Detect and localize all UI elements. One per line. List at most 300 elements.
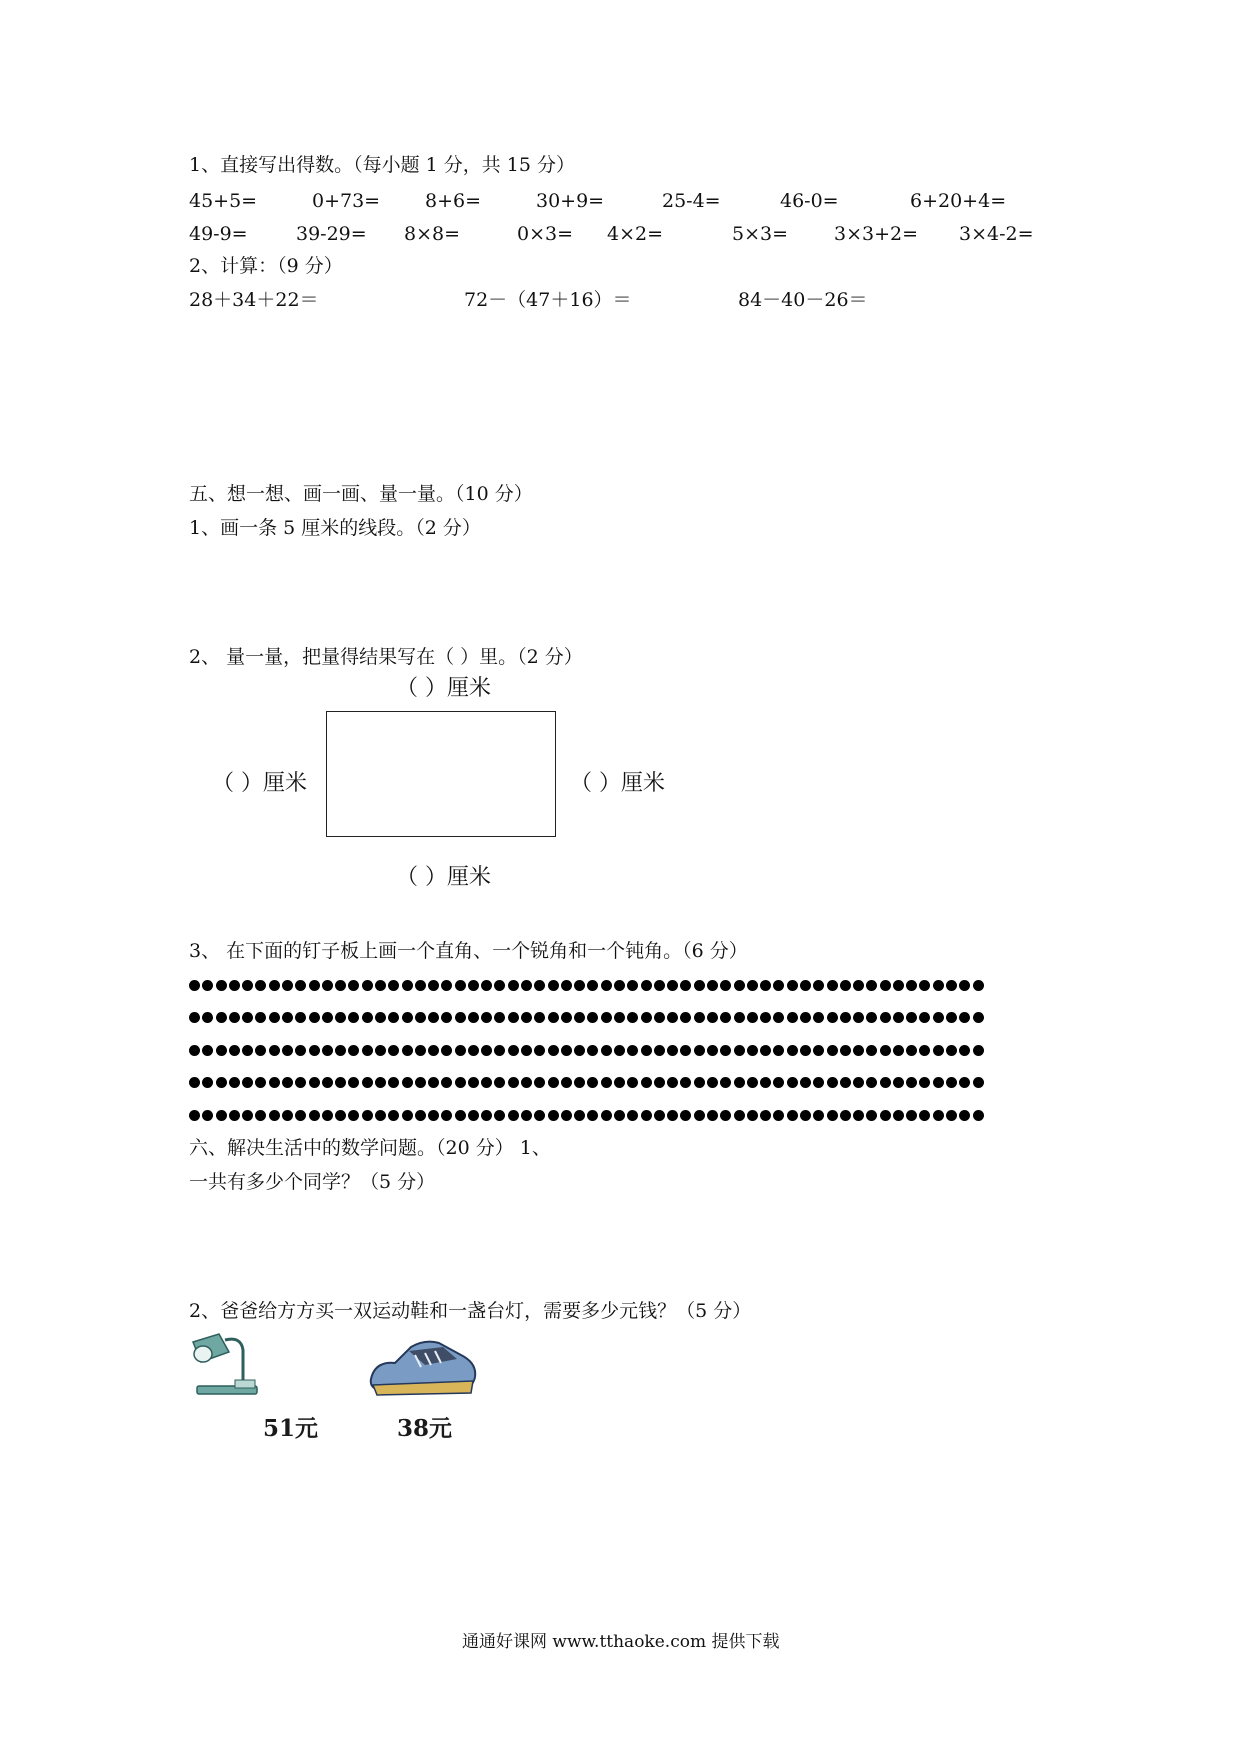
peg-dot (760, 1012, 771, 1023)
peg-dot (893, 1012, 904, 1023)
peg-dot (295, 1012, 306, 1023)
peg-dot (548, 980, 559, 991)
peg-dot (189, 980, 200, 991)
peg-dot (787, 1110, 798, 1121)
peg-dot (853, 1045, 864, 1056)
section-5-question-2: 2、 量一量，把量得结果写在（ ）里。（2 分） (189, 646, 583, 668)
peg-dot (388, 1045, 399, 1056)
peg-dot (800, 1012, 811, 1023)
peg-dot (269, 1012, 280, 1023)
peg-dot (322, 1045, 333, 1056)
peg-dot (269, 1077, 280, 1088)
peg-dot (601, 1110, 612, 1121)
peg-dot (747, 1077, 758, 1088)
peg-dot (534, 980, 545, 991)
peg-dot (587, 1110, 598, 1121)
peg-dot (587, 1012, 598, 1023)
peg-dot (428, 1045, 439, 1056)
peg-dot (309, 1110, 320, 1121)
problem: 0×3= (517, 223, 574, 245)
peg-dot (521, 980, 532, 991)
peg-dot (574, 1012, 585, 1023)
peg-dot (282, 1012, 293, 1023)
peg-dot (959, 1012, 970, 1023)
peg-dot (548, 1110, 559, 1121)
peg-dot (375, 1045, 386, 1056)
section-5-title: 五、想一想、画一画、量一量。（10 分） (189, 483, 533, 505)
peg-dot (468, 980, 479, 991)
section-6-question-1: 一共有多少个同学？（5 分） (189, 1171, 436, 1193)
peg-dot (880, 980, 891, 991)
peg-dot (853, 1077, 864, 1088)
peg-dot (813, 980, 824, 991)
peg-dot (880, 1110, 891, 1121)
peg-dot (348, 1110, 359, 1121)
peg-dot (720, 1077, 731, 1088)
peg-dot (919, 1045, 930, 1056)
peg-dot (760, 1077, 771, 1088)
peg-dot (827, 1110, 838, 1121)
peg-dot (667, 1045, 678, 1056)
peg-dot (680, 1045, 691, 1056)
peg-dot (229, 980, 240, 991)
peg-dot (667, 1077, 678, 1088)
peg-dot (946, 1012, 957, 1023)
peg-dot (813, 1012, 824, 1023)
peg-dot (494, 1077, 505, 1088)
peg-dot (813, 1110, 824, 1121)
peg-dot (773, 1077, 784, 1088)
peg-dot (402, 1045, 413, 1056)
peg-dot (242, 1045, 253, 1056)
section-6-title: 六、解决生活中的数学问题。（20 分） 1、 (189, 1137, 551, 1159)
peg-dot (441, 980, 452, 991)
peg-dot (282, 1077, 293, 1088)
peg-dot (388, 1012, 399, 1023)
peg-dot (335, 1077, 346, 1088)
problem: 0+73= (312, 190, 381, 212)
peg-dot (601, 1045, 612, 1056)
peg-dot (402, 1077, 413, 1088)
peg-dot (534, 1077, 545, 1088)
peg-dot (561, 1110, 572, 1121)
problem: 3×3+2= (834, 223, 919, 245)
peg-dot (428, 980, 439, 991)
peg-dot (906, 1110, 917, 1121)
peg-dot (322, 1012, 333, 1023)
peg-dot (919, 980, 930, 991)
peg-dot (534, 1012, 545, 1023)
peg-dot (720, 1012, 731, 1023)
peg-dot (481, 1077, 492, 1088)
peg-dot (973, 1045, 984, 1056)
peg-dot (282, 1110, 293, 1121)
peg-dot (322, 1110, 333, 1121)
peg-dot (216, 1012, 227, 1023)
peg-dot (614, 980, 625, 991)
peg-dot (348, 1012, 359, 1023)
peg-dot (747, 1110, 758, 1121)
peg-dot (362, 980, 373, 991)
peg-dot (973, 1110, 984, 1121)
peg-dot (216, 1077, 227, 1088)
peg-dot (827, 980, 838, 991)
problem: 49-9= (189, 223, 248, 245)
peg-row (189, 1076, 984, 1090)
peg-dot (773, 980, 784, 991)
question-1-title: 1、直接写出得数。（每小题 1 分，共 15 分） (189, 154, 576, 176)
peg-dot (933, 980, 944, 991)
peg-dot (309, 1077, 320, 1088)
peg-dot (853, 1110, 864, 1121)
peg-dot (641, 1077, 652, 1088)
peg-dot (348, 1045, 359, 1056)
peg-dot (229, 1045, 240, 1056)
peg-dot (773, 1110, 784, 1121)
peg-dot (827, 1012, 838, 1023)
peg-dot (680, 1012, 691, 1023)
calc-problem: 28＋34＋22＝ (189, 289, 319, 311)
peg-dot (587, 980, 598, 991)
peg-dot (348, 1077, 359, 1088)
shoe-price: 38元 (397, 1415, 453, 1442)
problem: 8+6= (425, 190, 482, 212)
peg-dot (428, 1110, 439, 1121)
peg-dot (189, 1045, 200, 1056)
section-6-question-2: 2、爸爸给方方买一双运动鞋和一盏台灯，需要多少元钱？（5 分） (189, 1300, 752, 1322)
peg-dot (574, 1045, 585, 1056)
measure-rectangle (326, 711, 556, 837)
problem: 46-0= (780, 190, 839, 212)
peg-dot (242, 1012, 253, 1023)
peg-dot (866, 1077, 877, 1088)
left-length-label: （ ）厘米 (212, 771, 307, 796)
peg-dot (893, 980, 904, 991)
peg-dot (601, 980, 612, 991)
peg-dot (707, 1077, 718, 1088)
peg-dot (667, 1012, 678, 1023)
peg-dot (202, 1045, 213, 1056)
peg-dot (760, 1110, 771, 1121)
peg-dot (255, 1110, 266, 1121)
peg-dot (295, 1045, 306, 1056)
peg-dot (189, 1012, 200, 1023)
peg-dot (428, 1077, 439, 1088)
peg-dot (309, 1045, 320, 1056)
peg-dot (481, 980, 492, 991)
peg-dot (734, 1077, 745, 1088)
peg-dot (587, 1045, 598, 1056)
peg-dot (734, 980, 745, 991)
peg-dot (508, 1012, 519, 1023)
peg-dot (282, 980, 293, 991)
peg-dot (654, 980, 665, 991)
peg-dot (189, 1110, 200, 1121)
peg-dot (641, 980, 652, 991)
peg-dot (919, 1012, 930, 1023)
peg-dot (242, 980, 253, 991)
peg-dot (309, 1012, 320, 1023)
peg-dot (813, 1045, 824, 1056)
peg-dot (402, 1012, 413, 1023)
peg-dot (707, 1045, 718, 1056)
peg-dot (441, 1077, 452, 1088)
peg-dot (335, 980, 346, 991)
peg-dot (627, 1110, 638, 1121)
peg-dot (946, 1110, 957, 1121)
peg-dot (946, 1045, 957, 1056)
question-2-title: 2、计算：（9 分） (189, 255, 343, 277)
peg-dot (455, 1012, 466, 1023)
peg-dot (720, 1045, 731, 1056)
peg-dot (840, 1045, 851, 1056)
peg-dot (813, 1077, 824, 1088)
peg-dot (973, 980, 984, 991)
problem: 25-4= (662, 190, 721, 212)
peg-dot (561, 980, 572, 991)
peg-dot (601, 1077, 612, 1088)
peg-dot (747, 980, 758, 991)
peg-dot (973, 1077, 984, 1088)
peg-dot (800, 980, 811, 991)
peg-dot (468, 1012, 479, 1023)
peg-dot (295, 1077, 306, 1088)
peg-dot (667, 980, 678, 991)
peg-dot (866, 980, 877, 991)
peg-dot (574, 980, 585, 991)
peg-dot (641, 1012, 652, 1023)
peg-dot (548, 1012, 559, 1023)
peg-dot (880, 1045, 891, 1056)
peg-dot (415, 1045, 426, 1056)
peg-dot (202, 1077, 213, 1088)
peg-dot (322, 1077, 333, 1088)
peg-dot (468, 1045, 479, 1056)
peg-dot (800, 1077, 811, 1088)
peg-dot (734, 1012, 745, 1023)
peg-dot (561, 1045, 572, 1056)
peg-dot (946, 1077, 957, 1088)
peg-dot (202, 1012, 213, 1023)
peg-dot (508, 1110, 519, 1121)
peg-row (189, 1011, 984, 1025)
peg-dot (627, 1077, 638, 1088)
peg-dot (521, 1012, 532, 1023)
peg-dot (919, 1077, 930, 1088)
peg-dot (362, 1012, 373, 1023)
peg-dot (614, 1077, 625, 1088)
bottom-length-label: （ ）厘米 (396, 865, 491, 890)
problem: 8×8= (404, 223, 461, 245)
peg-dot (946, 980, 957, 991)
right-length-label: （ ）厘米 (570, 771, 665, 796)
peg-dot (375, 1077, 386, 1088)
peg-dot (654, 1110, 665, 1121)
peg-dot (282, 1045, 293, 1056)
peg-dot (548, 1077, 559, 1088)
peg-dot (760, 980, 771, 991)
peg-dot (494, 980, 505, 991)
peg-dot (388, 1110, 399, 1121)
peg-dot (521, 1110, 532, 1121)
peg-dot (189, 1077, 200, 1088)
peg-dot (866, 1012, 877, 1023)
peg-dot (269, 980, 280, 991)
peg-dot (455, 980, 466, 991)
peg-dot (641, 1045, 652, 1056)
peg-dot (508, 1077, 519, 1088)
peg-dot (707, 980, 718, 991)
peg-dot (362, 1045, 373, 1056)
peg-dot (614, 1045, 625, 1056)
peg-dot (959, 980, 970, 991)
peg-dot (269, 1045, 280, 1056)
peg-dot (255, 1012, 266, 1023)
problem: 4×2= (607, 223, 664, 245)
peg-dot (441, 1110, 452, 1121)
peg-dot (481, 1012, 492, 1023)
peg-dot (375, 1110, 386, 1121)
top-length-label: （ ）厘米 (396, 676, 491, 701)
peg-row (189, 1108, 984, 1122)
peg-dot (561, 1012, 572, 1023)
peg-dot (654, 1012, 665, 1023)
peg-dot (348, 980, 359, 991)
peg-dot (255, 1077, 266, 1088)
peg-dot (388, 1077, 399, 1088)
peg-dot (335, 1012, 346, 1023)
peg-dot (362, 1110, 373, 1121)
peg-dot (441, 1012, 452, 1023)
peg-dot (402, 980, 413, 991)
peg-dot (906, 980, 917, 991)
section-5-question-3: 3、 在下面的钉子板上画一个直角、一个锐角和一个钝角。（6 分） (189, 940, 748, 962)
peg-dot (707, 1110, 718, 1121)
desk-lamp-icon (189, 1330, 289, 1405)
peg-dot (880, 1077, 891, 1088)
peg-dot (680, 1077, 691, 1088)
peg-dot (269, 1110, 280, 1121)
peg-dot (614, 1110, 625, 1121)
peg-dot (415, 1110, 426, 1121)
peg-dot (973, 1012, 984, 1023)
peg-dot (747, 1045, 758, 1056)
peg-row (189, 1043, 984, 1057)
peg-dot (614, 1012, 625, 1023)
peg-dot (694, 1045, 705, 1056)
peg-dot (840, 1012, 851, 1023)
peg-dot (521, 1045, 532, 1056)
peg-dot (680, 1110, 691, 1121)
peg-dot (959, 1110, 970, 1121)
problem: 5×3= (732, 223, 789, 245)
peg-dot (455, 1110, 466, 1121)
peg-dot (574, 1110, 585, 1121)
peg-dot (335, 1045, 346, 1056)
peg-dot (216, 1110, 227, 1121)
calc-problem: 72－（47＋16）＝ (464, 289, 632, 311)
peg-dot (508, 980, 519, 991)
peg-dot (627, 1012, 638, 1023)
peg-dot (760, 1045, 771, 1056)
peg-dot (295, 980, 306, 991)
peg-dot (627, 1045, 638, 1056)
peg-dot (787, 1045, 798, 1056)
peg-dot (694, 1077, 705, 1088)
peg-dot (415, 1012, 426, 1023)
peg-dot (866, 1110, 877, 1121)
peg-dot (229, 1077, 240, 1088)
peg-dot (787, 980, 798, 991)
peg-dot (840, 1110, 851, 1121)
peg-dot (707, 1012, 718, 1023)
peg-dot (216, 980, 227, 991)
peg-dot (787, 1077, 798, 1088)
peg-dot (919, 1110, 930, 1121)
peg-dot (508, 1045, 519, 1056)
peg-dot (415, 1077, 426, 1088)
peg-dot (242, 1077, 253, 1088)
peg-dot (202, 980, 213, 991)
peg-dot (534, 1045, 545, 1056)
peg-dot (667, 1110, 678, 1121)
peg-dot (481, 1045, 492, 1056)
peg-dot (255, 1045, 266, 1056)
peg-dot (561, 1077, 572, 1088)
peg-dot (574, 1077, 585, 1088)
peg-dot (773, 1045, 784, 1056)
peg-dot (494, 1045, 505, 1056)
peg-dot (601, 1012, 612, 1023)
peg-dot (694, 980, 705, 991)
peg-dot (654, 1045, 665, 1056)
peg-dot (734, 1045, 745, 1056)
peg-dot (494, 1110, 505, 1121)
peg-dot (959, 1077, 970, 1088)
peg-dot (229, 1012, 240, 1023)
peg-dot (441, 1045, 452, 1056)
peg-dot (202, 1110, 213, 1121)
problem: 30+9= (536, 190, 605, 212)
peg-dot (787, 1012, 798, 1023)
peg-dot (388, 980, 399, 991)
peg-dot (309, 980, 320, 991)
peg-dot (654, 1077, 665, 1088)
peg-dot (800, 1045, 811, 1056)
peg-dot (242, 1110, 253, 1121)
peg-dot (906, 1012, 917, 1023)
peg-dot (362, 1077, 373, 1088)
peg-dot (521, 1077, 532, 1088)
page-footer: 通通好课网 www.tthaoke.com 提供下载 (462, 1632, 780, 1652)
peg-dot (641, 1110, 652, 1121)
peg-dot (906, 1045, 917, 1056)
peg-dot (734, 1110, 745, 1121)
peg-dot (827, 1077, 838, 1088)
problem: 45+5= (189, 190, 258, 212)
peg-dot (933, 1077, 944, 1088)
peg-dot (229, 1110, 240, 1121)
peg-dot (933, 1110, 944, 1121)
peg-dot (335, 1110, 346, 1121)
peg-row (189, 978, 984, 992)
peg-dot (893, 1110, 904, 1121)
peg-dot (933, 1012, 944, 1023)
peg-dot (428, 1012, 439, 1023)
peg-dot (853, 1012, 864, 1023)
peg-dot (880, 1012, 891, 1023)
peg-dot (893, 1045, 904, 1056)
